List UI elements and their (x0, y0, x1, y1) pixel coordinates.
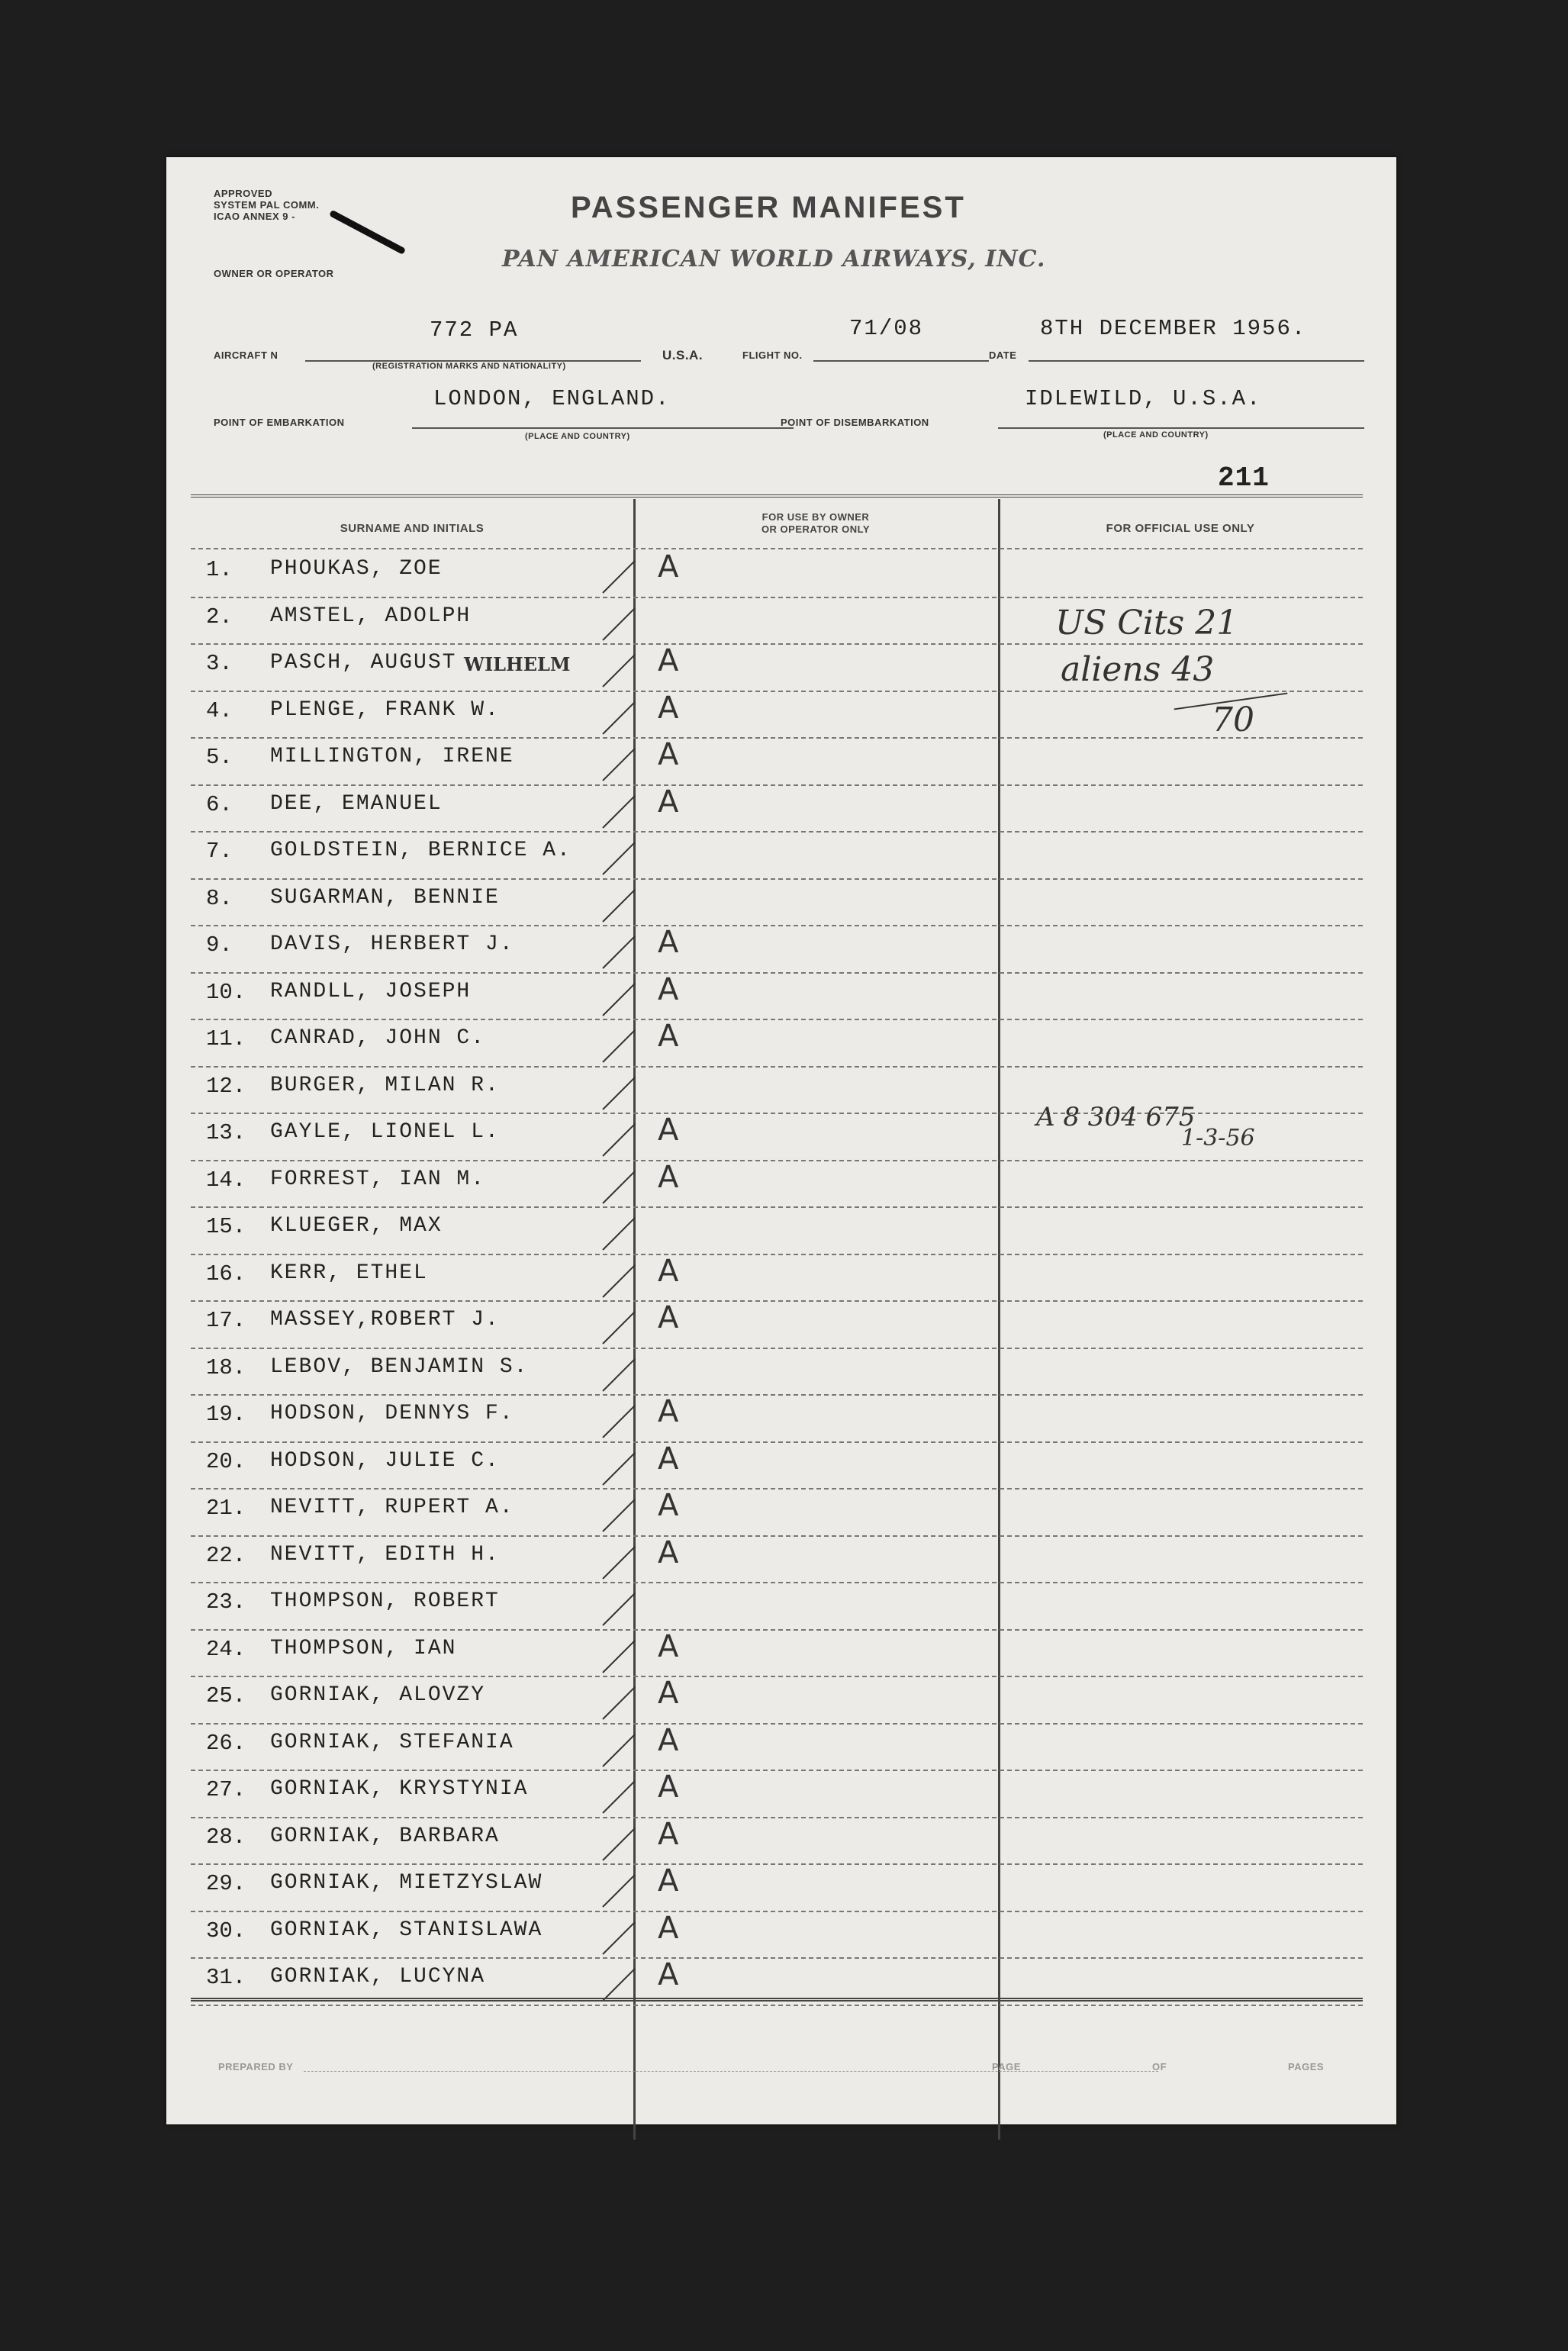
row-number: 17. (206, 1308, 246, 1333)
alien-mark: A (658, 1957, 679, 1992)
table-row (191, 1676, 1363, 1725)
page-label: PAGE (992, 2061, 1021, 2072)
passenger-name: CANRAD, JOHN C. (270, 1026, 486, 1050)
check-mark (602, 842, 636, 875)
alien-mark: A (658, 1816, 679, 1852)
alien-mark: A (658, 1300, 679, 1335)
row-number: 28. (206, 1824, 246, 1850)
table-row (191, 1254, 1363, 1303)
passenger-name: FORREST, IAN M. (270, 1167, 486, 1191)
check-mark (602, 1311, 636, 1345)
airline-name: PAN AMERICAN WORLD AIRWAYS, INC. (502, 246, 1046, 272)
alien-mark: A (658, 971, 679, 1007)
alien-mark: A (658, 1722, 679, 1758)
prepared-by-label: PREPARED BY (218, 2061, 294, 2072)
aircraft-value: 772 PA (430, 317, 519, 343)
table-row (191, 1770, 1363, 1818)
row-number: 20. (206, 1448, 246, 1474)
check-mark (602, 794, 636, 828)
aircraft-label: AIRCRAFT N (214, 349, 279, 361)
passenger-name: PLENGE, FRANK W. (270, 697, 500, 722)
embark-line (412, 427, 794, 429)
alien-mark: A (658, 1488, 679, 1523)
table-row (191, 1863, 1363, 1912)
row-number: 8. (206, 885, 233, 911)
check-mark (602, 1357, 636, 1391)
check-mark (602, 1686, 636, 1720)
table-row (191, 1206, 1363, 1255)
prepared-by-line (304, 2071, 1158, 2072)
table-row (191, 1723, 1363, 1772)
table-row (191, 737, 1363, 786)
surname-header: SURNAME AND INITIALS (340, 522, 485, 535)
table-row (191, 1441, 1363, 1490)
check-mark (602, 1639, 636, 1673)
check-mark (602, 1264, 636, 1297)
alien-mark: A (658, 925, 679, 960)
check-mark (602, 1170, 636, 1203)
passenger-name: MILLINGTON, IRENE (270, 745, 514, 768)
flight-value: 71/08 (849, 316, 924, 341)
row-number: 9. (206, 932, 233, 958)
passenger-name: KERR, ETHEL (270, 1261, 428, 1285)
check-mark (602, 1451, 636, 1485)
check-mark (602, 560, 636, 594)
row-number: 21. (206, 1496, 246, 1521)
owner-label: OWNER OR OPERATOR (214, 268, 334, 279)
table-row (191, 1394, 1363, 1443)
alien-mark: A (658, 1113, 679, 1148)
passenger-name: LEBOV, BENJAMIN S. (270, 1354, 529, 1379)
note-aliens: aliens 43 (1061, 650, 1215, 689)
alien-mark: A (658, 1910, 679, 1946)
alien-mark: A (658, 549, 679, 585)
check-mark (602, 1780, 636, 1814)
embark-value: LONDON, ENGLAND. (433, 386, 671, 411)
passenger-name: DAVIS, HERBERT J. (270, 932, 514, 956)
row-number: 18. (206, 1354, 246, 1380)
table-row (191, 1582, 1363, 1631)
passenger-name: BURGER, MILAN R. (270, 1073, 500, 1097)
check-mark (602, 1733, 636, 1766)
passenger-name: THOMPSON, ROBERT (270, 1589, 500, 1613)
of-label: OF (1152, 2061, 1167, 2072)
row-number: 22. (206, 1542, 246, 1568)
alien-mark: A (658, 1253, 679, 1289)
row-number: 27. (206, 1777, 246, 1802)
embark-caption: (PLACE AND COUNTRY) (525, 432, 630, 441)
passenger-name: HODSON, DENNYS F. (270, 1402, 514, 1425)
passenger-name: GAYLE, LIONEL L. (270, 1120, 500, 1144)
row-number: 12. (206, 1073, 246, 1099)
row-number: 15. (206, 1214, 246, 1239)
handwritten-wilhelm: WILHELM (464, 653, 571, 675)
row-number: 16. (206, 1261, 246, 1287)
passenger-name: GORNIAK, KRYSTYNIA (270, 1777, 529, 1801)
ink-mark (329, 210, 406, 256)
table-row (191, 1019, 1363, 1068)
alien-mark: A (658, 1441, 679, 1477)
row-number: 6. (206, 791, 233, 817)
row-number: 19. (206, 1402, 246, 1427)
row-number: 24. (206, 1636, 246, 1662)
passenger-name: NEVITT, EDITH H. (270, 1542, 500, 1567)
page-number: 211 (1218, 462, 1270, 494)
usa-label: U.S.A. (662, 348, 704, 362)
check-mark (602, 1921, 636, 1954)
approval-stamp: APPROVED SYSTEM PAL COMM. ICAO ANNEX 9 - (214, 188, 320, 222)
table-row (191, 1348, 1363, 1396)
check-mark (602, 1499, 636, 1532)
passenger-name: PASCH, AUGUST (270, 651, 457, 675)
passenger-name: DEE, EMANUEL (270, 791, 443, 816)
disembark-value: IDLEWILD, U.S.A. (1025, 386, 1262, 411)
flight-line (813, 360, 989, 362)
row-number: 3. (206, 651, 233, 676)
date-label: DATE (989, 349, 1017, 361)
table-row (191, 1160, 1363, 1209)
passenger-name: MASSEY,ROBERT J. (270, 1308, 500, 1332)
owner-use-header: FOR USE BY OWNER OR OPERATOR ONLY (761, 511, 871, 535)
check-mark (602, 700, 636, 734)
note-alien-number: A 8 304 675 (1036, 1102, 1196, 1132)
row-number: 5. (206, 745, 233, 770)
check-mark (602, 1123, 636, 1157)
table-row (191, 1300, 1363, 1349)
disembark-line (998, 427, 1364, 429)
table-row (191, 1629, 1363, 1678)
check-mark (602, 1593, 636, 1626)
row-number: 1. (206, 557, 233, 582)
table-top-rule (191, 494, 1363, 498)
check-mark (602, 982, 636, 1016)
row-number: 2. (206, 604, 233, 630)
passenger-name: GORNIAK, BARBARA (270, 1824, 500, 1848)
note-us-citizens: US Cits 21 (1055, 604, 1238, 642)
check-mark (602, 1968, 636, 2002)
table-bottom-rule (191, 1998, 1363, 2002)
alien-mark: A (658, 1535, 679, 1570)
check-mark (602, 1874, 636, 1908)
alien-mark: A (658, 1628, 679, 1664)
check-mark (602, 1076, 636, 1109)
check-mark (602, 654, 636, 688)
table-row (191, 1535, 1363, 1584)
row-number: 30. (206, 1918, 246, 1944)
date-value: 8TH DECEMBER 1956. (1040, 316, 1307, 341)
row-number: 29. (206, 1871, 246, 1896)
row-number: 26. (206, 1730, 246, 1756)
passenger-name: GORNIAK, ALOVZY (270, 1683, 486, 1707)
alien-mark: A (658, 784, 679, 820)
table-row (191, 925, 1363, 974)
table-row (191, 878, 1363, 927)
table-row (191, 972, 1363, 1021)
alien-mark: A (658, 1394, 679, 1429)
page-title: PASSENGER MANIFEST (571, 191, 966, 224)
check-mark (602, 1029, 636, 1063)
alien-mark: A (658, 737, 679, 772)
row-number: 14. (206, 1167, 246, 1193)
alien-mark: A (658, 1159, 679, 1195)
note-alien-date: 1-3-56 (1181, 1125, 1255, 1151)
passenger-name: GORNIAK, LUCYNA (270, 1965, 486, 1989)
table-row (191, 1488, 1363, 1537)
check-mark (602, 936, 636, 969)
disembark-label: POINT OF DISEMBARKATION (781, 417, 929, 428)
table-row (191, 784, 1363, 833)
row-number: 31. (206, 1965, 246, 1990)
passenger-name: SUGARMAN, BENNIE (270, 885, 500, 910)
embark-label: POINT OF EMBARKATION (214, 417, 345, 428)
passenger-name: GORNIAK, STEFANIA (270, 1730, 514, 1754)
check-mark (602, 1405, 636, 1438)
alien-mark: A (658, 1019, 679, 1054)
passenger-name: RANDLL, JOSEPH (270, 979, 472, 1003)
table-row (191, 691, 1363, 739)
passenger-name: GORNIAK, MIETZYSLAW (270, 1871, 543, 1895)
registration-caption: (REGISTRATION MARKS AND NATIONALITY) (372, 362, 566, 371)
row-number: 23. (206, 1589, 246, 1615)
pages-label: PAGES (1288, 2061, 1325, 2072)
passenger-name: HODSON, JULIE C. (270, 1448, 500, 1473)
alien-mark: A (658, 1863, 679, 1899)
alien-mark: A (658, 643, 679, 678)
check-mark (602, 748, 636, 781)
passenger-name: PHOUKAS, ZOE (270, 557, 443, 581)
passenger-name: NEVITT, RUPERT A. (270, 1496, 514, 1519)
check-mark (602, 1827, 636, 1860)
alien-mark: A (658, 690, 679, 726)
check-mark (602, 1545, 636, 1579)
row-number: 25. (206, 1683, 246, 1709)
manifest-page (166, 157, 1396, 2124)
check-mark (602, 607, 636, 640)
flight-label: FLIGHT NO. (742, 349, 803, 361)
row-number: 10. (206, 979, 246, 1005)
disembark-caption: (PLACE AND COUNTRY) (1103, 430, 1209, 440)
table-row (191, 1911, 1363, 1960)
table-row (191, 1817, 1363, 1866)
row-number: 4. (206, 697, 233, 723)
check-mark (602, 888, 636, 922)
note-total: 70 (1212, 700, 1254, 739)
alien-mark: A (658, 1676, 679, 1711)
row-number: 11. (206, 1026, 246, 1052)
official-use-header: FOR OFFICIAL USE ONLY (1106, 522, 1255, 535)
passenger-name: KLUEGER, MAX (270, 1214, 443, 1238)
table-row (191, 549, 1363, 598)
alien-mark: A (658, 1770, 679, 1805)
passenger-name: GOLDSTEIN, BERNICE A. (270, 839, 571, 862)
passenger-name: AMSTEL, ADOLPH (270, 604, 472, 628)
row-number: 13. (206, 1120, 246, 1145)
check-mark (602, 1217, 636, 1251)
date-line (1029, 360, 1364, 362)
passenger-name: THOMPSON, IAN (270, 1636, 457, 1660)
passenger-name: GORNIAK, STANISLAWA (270, 1918, 543, 1942)
table-row (191, 831, 1363, 880)
row-number: 7. (206, 839, 233, 864)
